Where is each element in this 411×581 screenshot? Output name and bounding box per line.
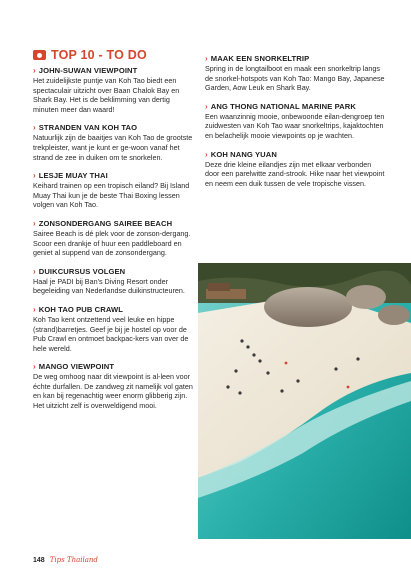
- todo-item-text: Natuurlijk zijn de baaitjes van Koh Tao de grootste trekpleister, want je kunt er ge-woon vanaf het strand de zee in duiken om te snorkelen.: [33, 133, 193, 162]
- todo-item: [33, 123, 196, 162]
- todo-item-text: De weg omhoog naar dit viewpoint is al-leen voor échte durfallen. De zandweg zit namelijk vol gaten en kan bij regenachtig weer enorm glibberig zijn. Het uitzicht zelf is overweldigend mooi.: [33, 372, 193, 411]
- todo-item-title: [33, 66, 196, 76]
- chevron-right-icon: ›: [33, 266, 36, 276]
- todo-item-text: Koh Tao kent ontzettend veel leuke en hippe (strand)barretjes. Geef je bij je hostel op voor de Pub Crawl en ontmoet backpac-kers van over de hele wereld.: [33, 314, 189, 353]
- brand-name: Tips Thailand: [49, 556, 98, 564]
- page-number: 148: [33, 557, 45, 564]
- todo-item: [205, 102, 387, 141]
- todo-item-text: Een waanzinnig mooie, onbewoonde eilan-dengroep ten zuidwesten van Koh Tao waar snorkeltrips, kajaktochten en belachelijk mooie viewpoints op je wachten.: [205, 111, 385, 140]
- chevron-right-icon: ›: [33, 171, 36, 181]
- todo-item: [205, 150, 387, 189]
- todo-item-text: Sairee Beach is dé plek voor de zonson-dergang. Scoor een drankje of huur een paddleboard en geniet al suppend van de zonsondergang.: [33, 228, 191, 258]
- todo-item-title: [33, 219, 196, 229]
- todo-item-title: [33, 123, 196, 133]
- chevron-right-icon: ›: [205, 149, 208, 159]
- todo-item-text: Haal je PADI bij Ban's Diving Resort onder begeleiding van Nederlandse duikinstructeuren.: [33, 276, 185, 296]
- chevron-right-icon: ›: [33, 66, 36, 75]
- chevron-right-icon: ›: [33, 218, 36, 228]
- camera-icon: [33, 50, 46, 60]
- section-title: TOP 10 - TO DO: [51, 48, 147, 62]
- section-heading: [33, 48, 196, 62]
- todo-item-title: [205, 102, 387, 112]
- todo-item-text: Deze drie kleine eilandjes zijn met elkaar verbonden door een parelwitte zand-strook. Hike naar het viewpoint en neem een duik tussen de vele tropische vissen.: [205, 159, 385, 188]
- todo-item-text: Het zuidelijkste puntje van Koh Tao biedt een spectaculair uitzicht over Baan Chalok Bay en Shark Bay. Het is de beklimming van dertig minuten meer dan waard!: [33, 76, 180, 114]
- todo-item: [33, 66, 196, 114]
- todo-item-title-text: KOH TAO PUB CRAWL: [38, 304, 124, 314]
- todo-item: [33, 219, 196, 258]
- beach-aerial-image: [198, 263, 411, 539]
- right-item-list: [205, 54, 387, 188]
- todo-item-title-text: DUIKCURSUS VOLGEN: [38, 266, 126, 276]
- chevron-right-icon: ›: [205, 54, 208, 63]
- todo-item: [33, 305, 196, 353]
- todo-item-title-text: JOHN-SUWAN VIEWPOINT: [38, 66, 138, 75]
- todo-item-title-text: KOH NANG YUAN: [210, 149, 277, 159]
- chevron-right-icon: ›: [33, 304, 36, 314]
- todo-item-text: Spring in de longtailboot en maak een snorkeltrip langs de snorkel-hotspots van Koh Tao: Mango Bay, Japanese Garden, Aow Leuk en Shark Bay.: [205, 64, 385, 93]
- beach-photo: [198, 263, 411, 539]
- todo-item-title-text: ZONSONDERGANG SAIREE BEACH: [38, 218, 173, 228]
- todo-item: [33, 362, 196, 410]
- todo-item: [205, 54, 387, 93]
- todo-item-title: [33, 267, 196, 277]
- left-column: [33, 48, 196, 420]
- todo-item-title-text: ANG THONG NATIONAL MARINE PARK: [210, 101, 356, 111]
- chevron-right-icon: ›: [33, 362, 36, 372]
- todo-item-text: Keihard trainen op een tropisch eiland? Bij Island Muay Thai kun je de beste Thai Boxing lessen volgen van Koh Tao.: [33, 181, 190, 210]
- left-item-list: [33, 66, 196, 411]
- todo-item: [33, 267, 196, 296]
- todo-item-title: [33, 305, 196, 315]
- todo-item-title-text: MAAK EEN SNORKELTRIP: [210, 54, 310, 63]
- chevron-right-icon: ›: [205, 101, 208, 111]
- todo-item-title: [205, 54, 387, 64]
- todo-item-title: [205, 150, 387, 160]
- todo-item-title-text: LESJE MUAY THAI: [38, 171, 108, 181]
- todo-item-title: [33, 362, 196, 372]
- page-footer: [33, 556, 98, 564]
- right-column: [205, 54, 387, 197]
- chevron-right-icon: ›: [33, 123, 36, 133]
- todo-item: [33, 171, 196, 210]
- todo-item-title-text: STRANDEN VAN KOH TAO: [38, 123, 138, 133]
- todo-item-title: [33, 171, 196, 181]
- todo-item-title-text: MANGO VIEWPOINT: [38, 362, 115, 372]
